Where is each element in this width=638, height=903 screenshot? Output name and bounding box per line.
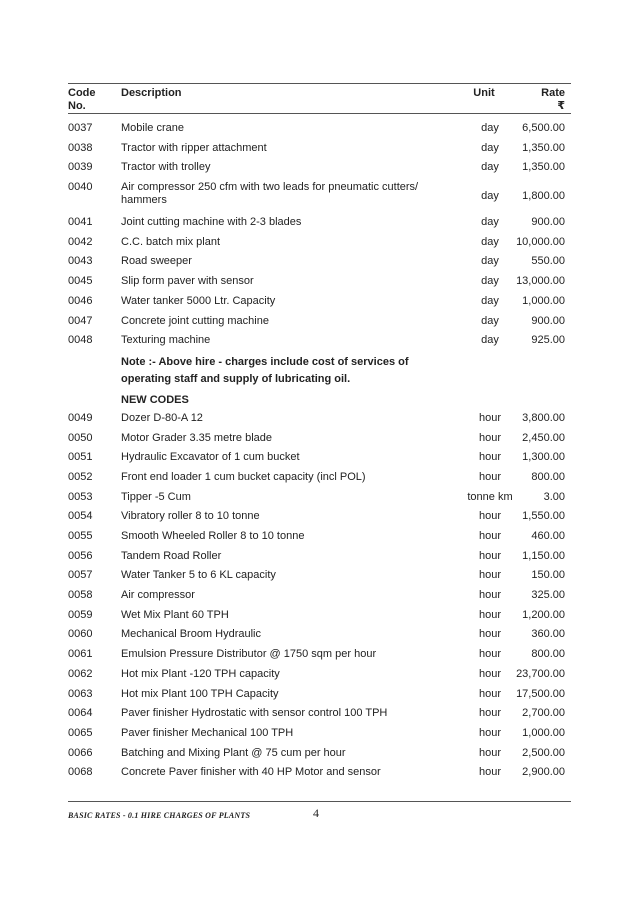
row-description: Tractor with trolley — [121, 161, 211, 174]
table-row — [68, 451, 571, 471]
row-rate: 460.00 — [531, 530, 565, 542]
rows-group-b — [68, 412, 571, 786]
table-row — [68, 315, 571, 335]
row-unit: day — [481, 216, 499, 229]
table-row — [68, 688, 571, 708]
row-unit: day — [481, 314, 499, 327]
row-unit: hour — [478, 451, 502, 464]
row-rate: 900.00 — [531, 314, 565, 327]
row-unit: hour — [478, 411, 502, 424]
row-description: Mobile crane — [121, 122, 184, 134]
row-code: 0046 — [68, 294, 93, 307]
row-rate: 1,000.00 — [522, 726, 565, 739]
row-description: Road sweeper — [121, 255, 192, 268]
row-unit: hour — [478, 589, 502, 602]
row-rate: 3.00 — [543, 490, 565, 503]
row-description: Motor Grader 3.35 metre blade — [121, 431, 273, 444]
row-code: 0065 — [68, 726, 93, 739]
row-code: 0050 — [68, 431, 93, 444]
row-description: Front end loader 1 cum bucket capacity (incl POL) — [121, 470, 366, 483]
code-column-header — [68, 87, 96, 113]
row-description: Hot mix Plant 100 TPH Capacity — [121, 687, 279, 700]
rate-column-header — [500, 87, 565, 113]
row-description: Vibratory roller 8 to 10 tonne — [121, 510, 260, 523]
row-code: 0041 — [68, 216, 93, 229]
row-code: 0052 — [68, 470, 93, 483]
row-code: 0055 — [68, 530, 93, 542]
table-row — [68, 236, 571, 256]
table-row — [68, 275, 571, 295]
row-rate: 1,550.00 — [522, 510, 565, 523]
row-description: Batching and Mixing Plant @ 75 cum per hour — [121, 746, 346, 759]
row-rate: 925.00 — [531, 334, 565, 347]
row-unit: day — [481, 275, 499, 288]
row-rate: 2,450.00 — [522, 431, 565, 444]
table-row — [68, 747, 571, 767]
row-code: 0068 — [68, 766, 93, 779]
row-description: Dozer D-80-A 12 — [121, 411, 203, 424]
rupee-symbol: ₹ — [557, 100, 565, 112]
table-row — [68, 550, 571, 570]
row-rate: 3,800.00 — [522, 411, 565, 424]
row-code: 0066 — [68, 746, 93, 759]
row-code: 0060 — [68, 628, 93, 641]
row-rate: 1,000.00 — [522, 294, 565, 307]
row-rate: 800.00 — [531, 470, 565, 483]
row-code: 0056 — [68, 549, 93, 562]
row-code: 0042 — [68, 235, 93, 248]
unit-column-header: Unit — [473, 87, 495, 99]
row-description: C.C. batch mix plant — [121, 235, 221, 248]
row-rate: 23,700.00 — [516, 667, 565, 680]
table-row — [68, 255, 571, 275]
row-code: 0039 — [68, 161, 93, 174]
row-code: 0053 — [68, 490, 93, 503]
code-header-line1: Code — [68, 87, 96, 99]
row-code: 0051 — [68, 451, 93, 464]
row-code: 0057 — [68, 569, 93, 582]
row-rate: 17,500.00 — [516, 687, 565, 700]
row-description: Hydraulic Excavator of 1 cum bucket — [121, 451, 300, 464]
rate-header-label: Rate — [541, 87, 565, 99]
table-row — [68, 181, 571, 216]
row-code: 0043 — [68, 255, 93, 268]
table-row — [68, 295, 571, 315]
row-description: Concrete Paver finisher with 40 HP Motor and sensor — [121, 766, 381, 779]
row-code: 0059 — [68, 608, 93, 621]
row-description: Tractor with ripper attachment — [121, 141, 267, 154]
row-code: 0054 — [68, 510, 93, 523]
row-unit: day — [481, 255, 499, 268]
table-row — [68, 432, 571, 452]
row-unit: hour — [478, 549, 502, 562]
row-unit: day — [481, 161, 499, 174]
table-row — [68, 334, 571, 354]
table-row — [68, 530, 571, 550]
row-rate: 13,000.00 — [516, 275, 565, 288]
row-rate: 150.00 — [531, 569, 565, 582]
row-description: Paver finisher Mechanical 100 TPH — [121, 726, 294, 739]
table-row — [68, 648, 571, 668]
row-description: Water tanker 5000 Ltr. Capacity — [121, 294, 276, 307]
row-code: 0049 — [68, 411, 93, 424]
row-description: Wet Mix Plant 60 TPH — [121, 608, 229, 621]
row-description: Joint cutting machine with 2-3 blades — [121, 216, 302, 229]
row-rate: 900.00 — [531, 216, 565, 229]
row-code: 0048 — [68, 334, 93, 347]
row-description: Air compressor — [121, 589, 195, 602]
row-code: 0040 — [68, 181, 93, 194]
row-unit: hour — [478, 766, 502, 779]
description-column-header: Description — [121, 87, 182, 99]
row-unit: hour — [478, 687, 502, 700]
table-row — [68, 727, 571, 747]
new-codes-heading: NEW CODES — [121, 393, 189, 406]
row-unit: day — [481, 235, 499, 248]
row-rate: 800.00 — [531, 648, 565, 661]
row-unit: hour — [478, 608, 502, 621]
table-row — [68, 216, 571, 236]
row-unit: hour — [478, 707, 502, 720]
page-number: 4 — [313, 806, 319, 820]
row-rate: 325.00 — [531, 589, 565, 602]
hire-charges-note: Note :- Above hire - charges include cost of services of operating staff and supply of lubricating oil. — [121, 355, 409, 385]
row-rate: 1,800.00 — [522, 190, 565, 203]
table-row — [68, 161, 571, 181]
table-row — [68, 668, 571, 688]
table-row — [68, 491, 571, 511]
row-unit: day — [481, 122, 499, 134]
table-row — [68, 569, 571, 589]
row-description: Air compressor 250 cfm with two leads for pneumatic cutters/ hammers — [121, 181, 419, 207]
row-unit: hour — [478, 648, 502, 661]
row-description: Slip form paver with sensor — [121, 275, 254, 288]
table-row — [68, 766, 571, 786]
row-code: 0037 — [68, 122, 93, 134]
row-code: 0062 — [68, 667, 93, 680]
row-description: Smooth Wheeled Roller 8 to 10 tonne — [121, 530, 305, 542]
row-unit: day — [481, 294, 499, 307]
row-unit: hour — [478, 569, 502, 582]
row-unit: hour — [478, 431, 502, 444]
row-code: 0058 — [68, 589, 93, 602]
table-row — [68, 707, 571, 727]
table-row — [68, 122, 571, 142]
rows-group-a — [68, 122, 571, 354]
row-unit: day — [481, 334, 499, 347]
table-row — [68, 142, 571, 162]
row-rate: 1,150.00 — [522, 549, 565, 562]
row-description: Paver finisher Hydrostatic with sensor control 100 TPH — [121, 707, 388, 720]
footer-rule — [68, 801, 571, 802]
row-code: 0045 — [68, 275, 93, 288]
row-unit: hour — [478, 746, 502, 759]
row-description: Texturing machine — [121, 334, 211, 347]
row-unit: tonne km — [467, 490, 513, 503]
header-top-rule — [68, 83, 571, 84]
header-bottom-rule — [68, 113, 571, 114]
row-unit: hour — [478, 628, 502, 641]
footer-title: BASIC RATES - 0.1 HIRE CHARGES OF PLANTS — [68, 811, 251, 820]
table-row — [68, 628, 571, 648]
row-rate: 550.00 — [531, 255, 565, 268]
row-description: Mechanical Broom Hydraulic — [121, 628, 261, 641]
row-rate: 2,500.00 — [522, 746, 565, 759]
table-row — [68, 589, 571, 609]
row-code: 0038 — [68, 141, 93, 154]
table-row — [68, 412, 571, 432]
row-rate: 1,200.00 — [522, 608, 565, 621]
row-description: Water Tanker 5 to 6 KL capacity — [121, 569, 276, 582]
table-row — [68, 510, 571, 530]
row-description: Hot mix Plant -120 TPH capacity — [121, 667, 280, 680]
row-rate: 1,300.00 — [522, 451, 565, 464]
code-header-line2: No. — [68, 100, 86, 112]
table-row — [68, 609, 571, 629]
row-rate: 360.00 — [531, 628, 565, 641]
row-code: 0061 — [68, 648, 93, 661]
table-row — [68, 471, 571, 491]
row-unit: day — [481, 141, 499, 154]
row-code: 0063 — [68, 687, 93, 700]
row-rate: 10,000.00 — [516, 235, 565, 248]
row-rate: 1,350.00 — [522, 141, 565, 154]
row-rate: 6,500.00 — [522, 122, 565, 134]
row-rate: 1,350.00 — [522, 161, 565, 174]
row-unit: hour — [478, 510, 502, 523]
row-rate: 2,900.00 — [522, 766, 565, 779]
row-rate: 2,700.00 — [522, 707, 565, 720]
row-description: Tandem Road Roller — [121, 549, 222, 562]
row-unit: hour — [478, 470, 502, 483]
row-code: 0064 — [68, 707, 93, 720]
row-description: Tipper -5 Cum — [121, 490, 191, 503]
row-unit: day — [481, 190, 499, 203]
row-description: Concrete joint cutting machine — [121, 314, 269, 327]
rates-table — [68, 122, 571, 786]
row-unit: hour — [478, 726, 502, 739]
row-unit: hour — [478, 667, 502, 680]
row-unit: hour — [478, 530, 502, 542]
row-code: 0047 — [68, 314, 93, 327]
row-description: Emulsion Pressure Distributor @ 1750 sqm per hour — [121, 648, 377, 661]
